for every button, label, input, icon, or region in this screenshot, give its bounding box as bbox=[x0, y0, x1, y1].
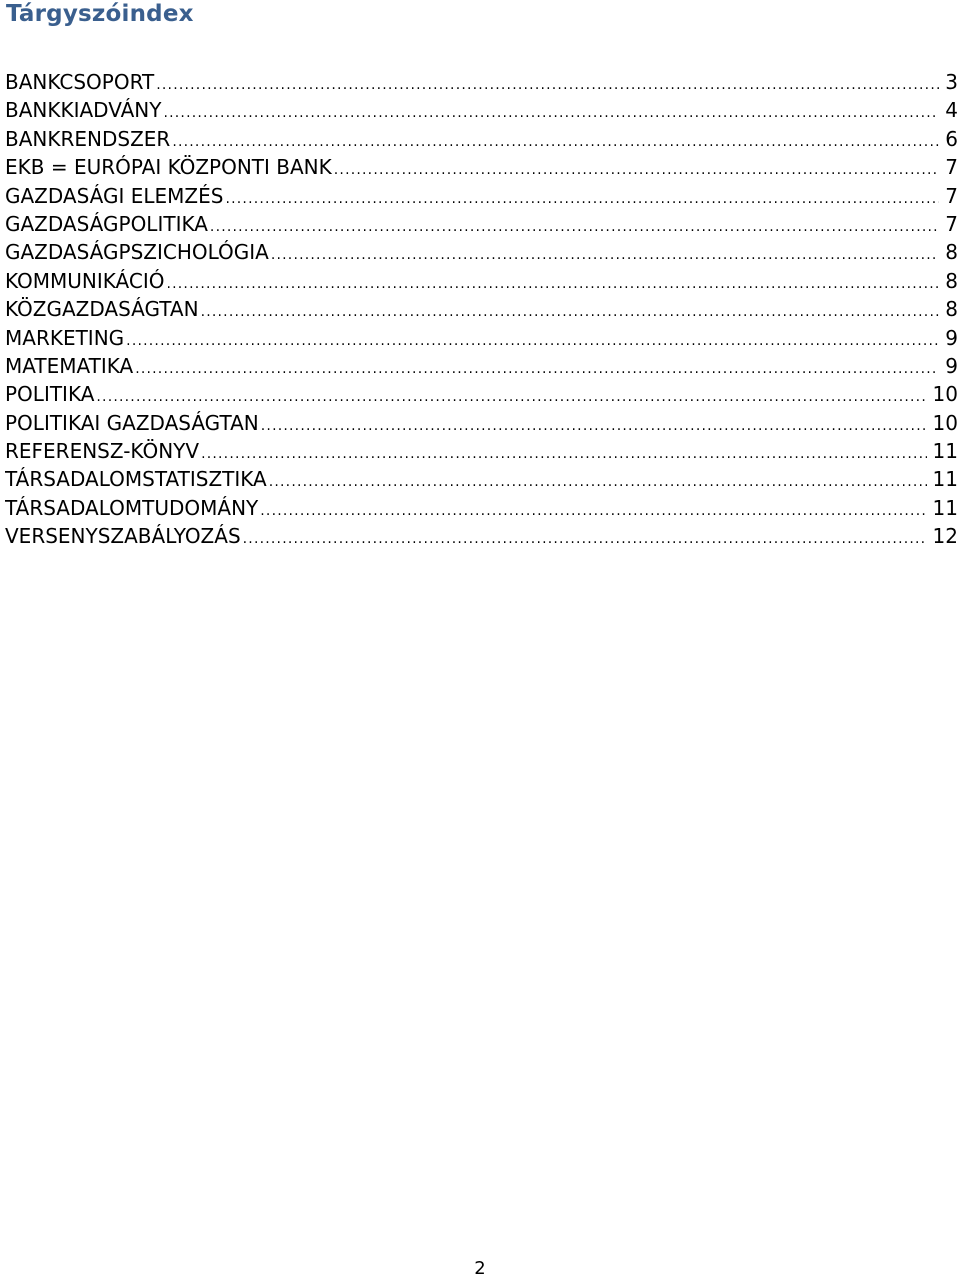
index-term: REFERENSZ-KÖNYV bbox=[5, 439, 200, 464]
index-term: EKB = EURÓPAI KÖZPONTI BANK bbox=[5, 155, 332, 180]
dot-leader bbox=[94, 383, 926, 408]
index-entry bbox=[5, 324, 958, 352]
index-term: POLITIKA bbox=[5, 382, 95, 407]
index-page-number: 10 bbox=[932, 410, 958, 435]
index-term: GAZDASÁGPSZICHOLÓGIA bbox=[5, 240, 269, 265]
index-term: POLITIKAI GAZDASÁGTAN bbox=[5, 410, 259, 435]
index-entry bbox=[5, 409, 958, 437]
index-page-number: 9 bbox=[945, 325, 958, 350]
index-entry bbox=[5, 96, 958, 124]
index-term: GAZDASÁGI ELEMZÉS bbox=[5, 183, 224, 208]
dot-leader bbox=[269, 241, 939, 266]
dot-leader bbox=[170, 128, 939, 153]
index-term: KOMMUNIKÁCIÓ bbox=[5, 268, 165, 293]
dot-leader bbox=[332, 156, 940, 181]
index-page-number: 7 bbox=[945, 183, 958, 208]
index-page-number: 11 bbox=[932, 467, 958, 492]
index-page-number: 9 bbox=[945, 353, 958, 378]
index-entry bbox=[5, 238, 958, 266]
dot-leader bbox=[258, 497, 926, 522]
index-term: KÖZGAZDASÁGTAN bbox=[5, 297, 199, 322]
index-term: BANKCSOPORT bbox=[5, 70, 155, 94]
index-term: TÁRSADALOMSTATISZTIKA bbox=[5, 467, 267, 492]
dot-leader bbox=[241, 525, 927, 550]
index-page-number: 10 bbox=[932, 382, 958, 407]
index-entry bbox=[5, 153, 958, 181]
index-entry bbox=[5, 210, 958, 238]
dot-leader bbox=[208, 213, 939, 238]
dot-leader bbox=[161, 99, 939, 124]
index-entry bbox=[5, 494, 958, 522]
dot-leader bbox=[199, 298, 940, 323]
index-page-number: 8 bbox=[945, 297, 958, 322]
index-page-number: 11 bbox=[932, 495, 958, 520]
dot-leader bbox=[124, 327, 939, 352]
index-entry bbox=[5, 267, 958, 295]
index-page-number: 4 bbox=[945, 98, 958, 123]
index-entry bbox=[5, 437, 958, 465]
index-term: MARKETING bbox=[5, 325, 125, 350]
index-entry bbox=[5, 182, 958, 210]
index-term: BANKRENDSZER bbox=[5, 126, 171, 151]
page-title: Tárgyszóindex bbox=[6, 1, 194, 27]
index-term: MATEMATIKA bbox=[5, 353, 134, 378]
dot-leader bbox=[259, 412, 927, 437]
dot-leader bbox=[199, 440, 926, 465]
index-page-number: 7 bbox=[945, 155, 958, 180]
index-term: GAZDASÁGPOLITIKA bbox=[5, 211, 208, 236]
dot-leader bbox=[133, 355, 939, 380]
index-page-number: 12 bbox=[932, 524, 958, 549]
index-page-number: 7 bbox=[945, 211, 958, 236]
index-entry bbox=[5, 465, 958, 493]
dot-leader bbox=[164, 270, 939, 295]
index-entry bbox=[5, 522, 958, 550]
dot-leader bbox=[154, 71, 939, 96]
subject-index-list bbox=[5, 68, 958, 551]
index-page-number: 3 bbox=[945, 70, 958, 94]
index-entry bbox=[5, 125, 958, 153]
index-entry bbox=[5, 68, 958, 96]
footer-page-number: 2 bbox=[474, 1258, 486, 1279]
index-entry bbox=[5, 295, 958, 323]
index-entry bbox=[5, 380, 958, 408]
index-page-number: 8 bbox=[945, 268, 958, 293]
index-term: VERSENYSZABÁLYOZÁS bbox=[5, 524, 241, 549]
index-term: BANKKIADVÁNY bbox=[5, 98, 162, 123]
index-entry bbox=[5, 352, 958, 380]
index-page-number: 8 bbox=[945, 240, 958, 265]
dot-leader bbox=[223, 185, 939, 210]
index-term: TÁRSADALOMTUDOMÁNY bbox=[5, 495, 259, 520]
index-page-number: 6 bbox=[945, 126, 958, 151]
dot-leader bbox=[267, 468, 927, 493]
index-page-number: 11 bbox=[932, 439, 958, 464]
